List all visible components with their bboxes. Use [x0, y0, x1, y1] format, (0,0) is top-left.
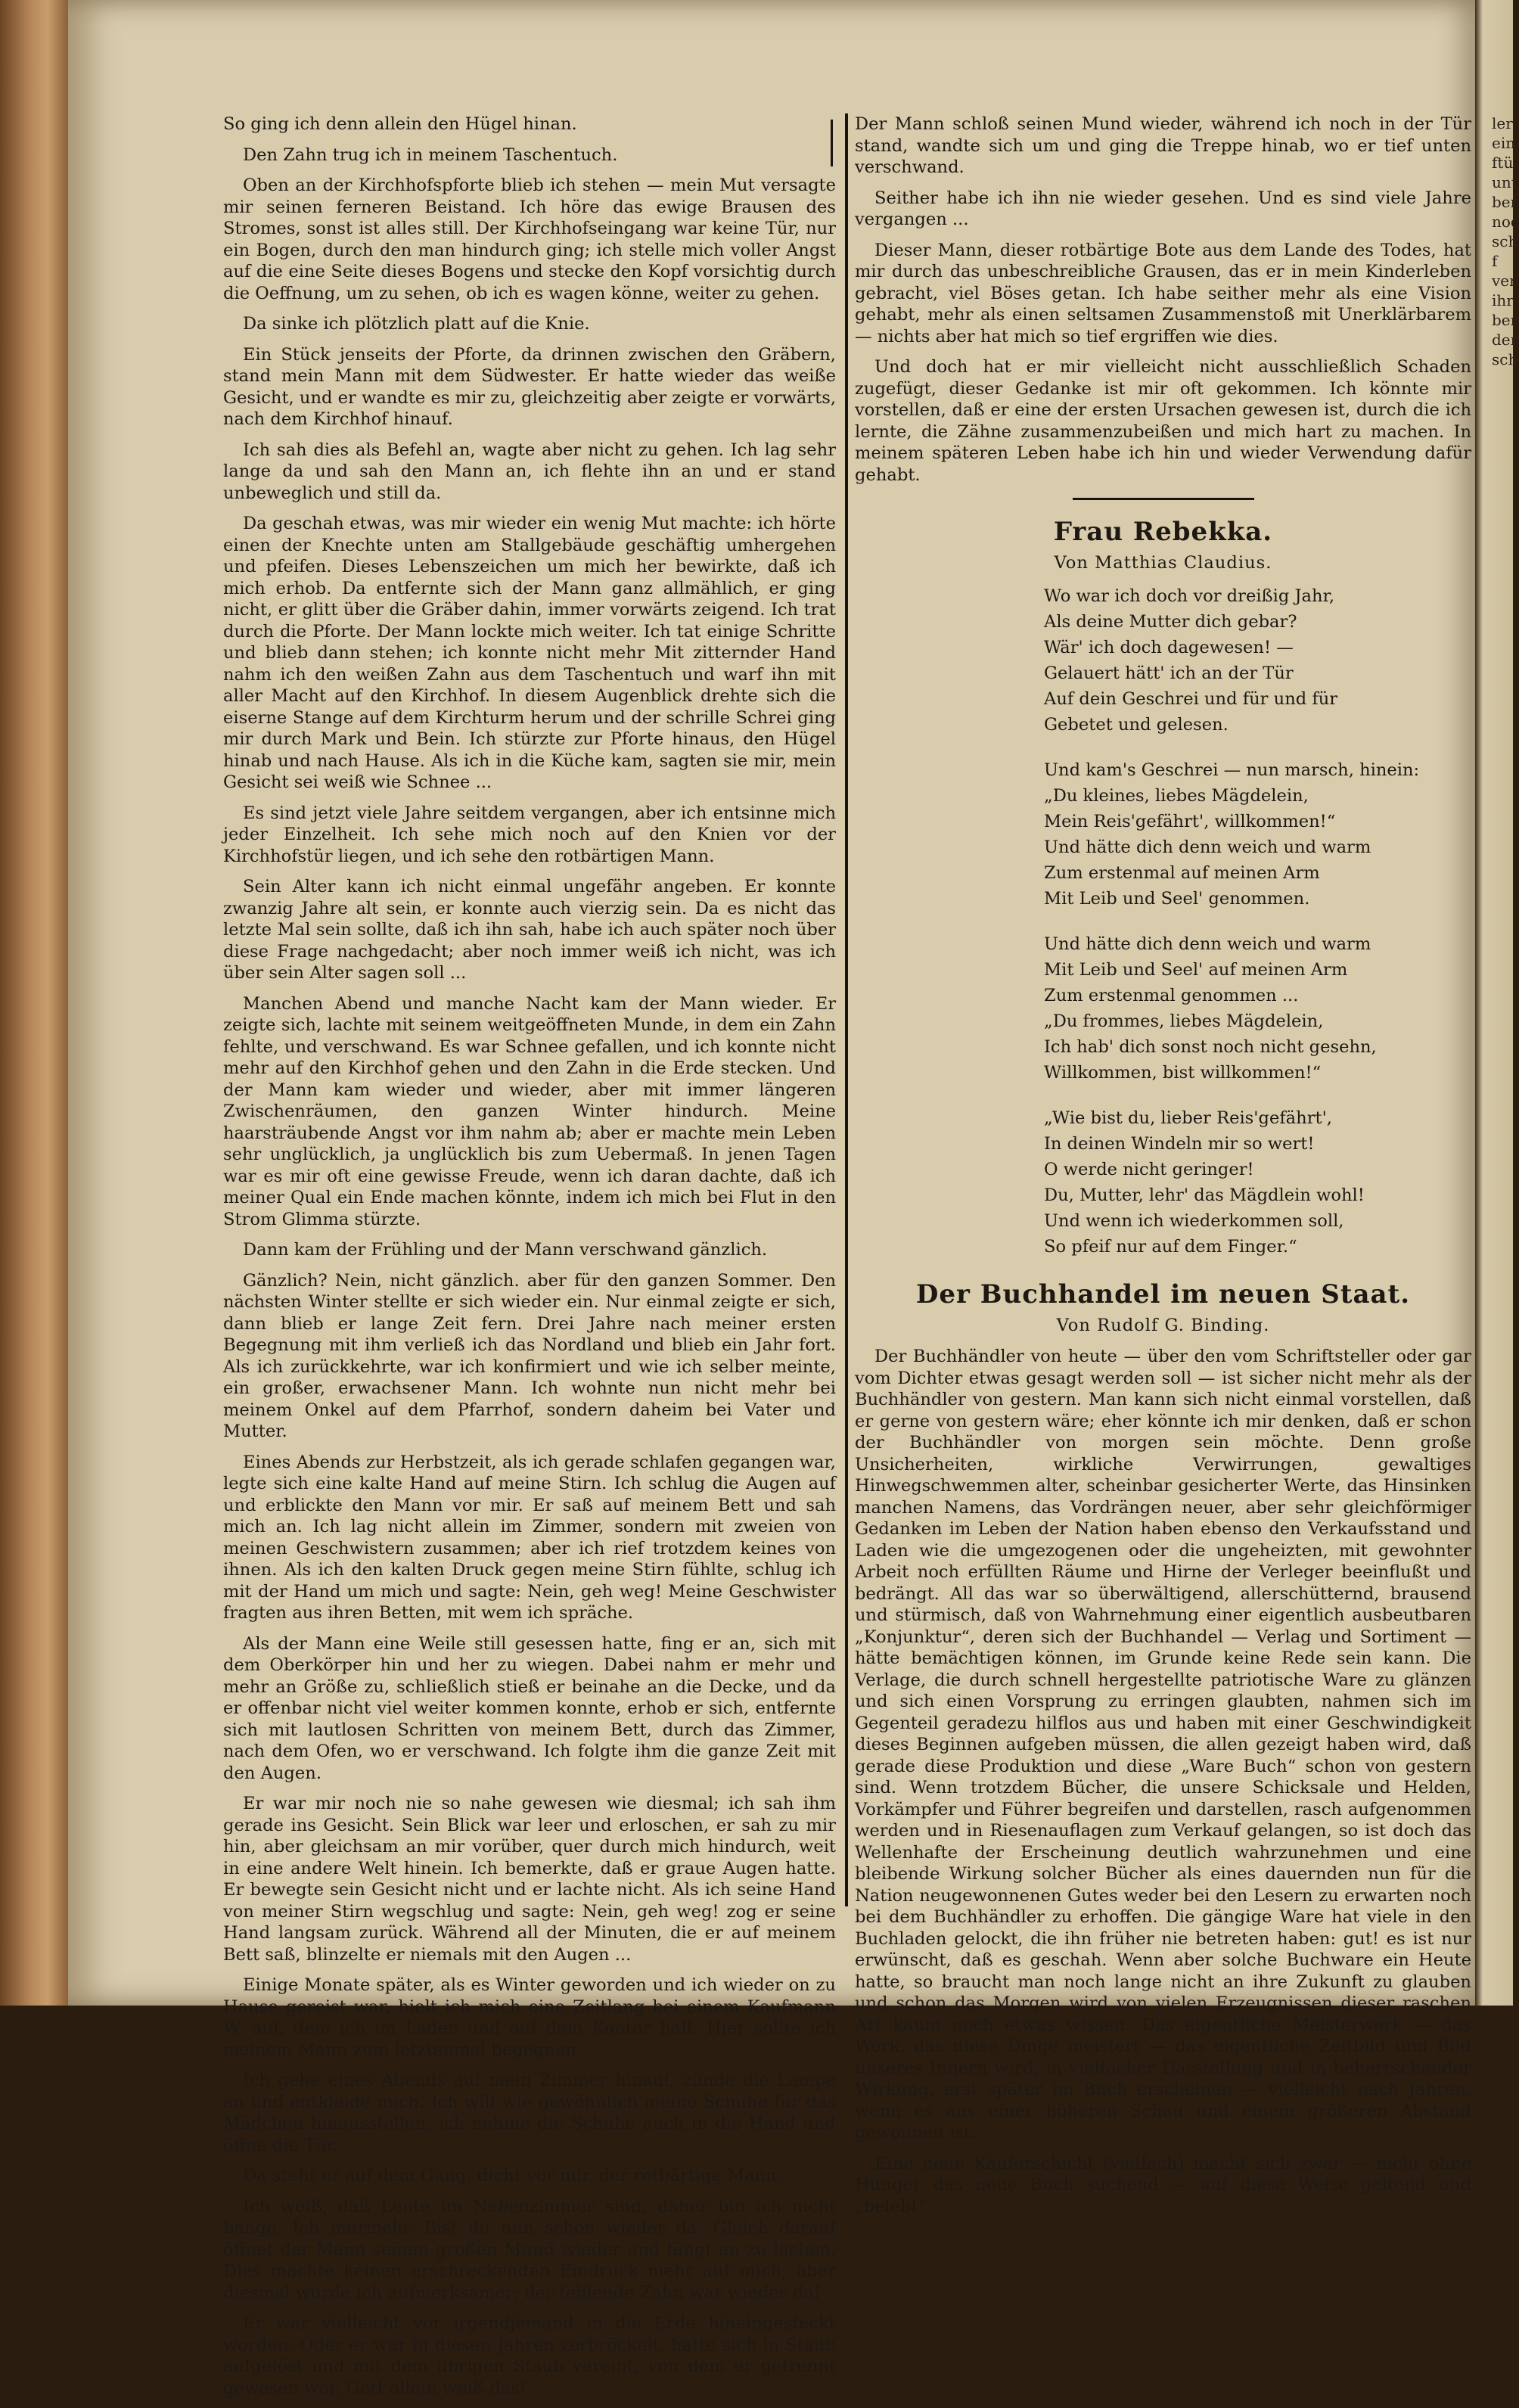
paragraph: Da steht er auf dem Gang, dicht vor mir, der rotbärtige Mann.	[243, 2166, 782, 2186]
paragraph: Dieser Mann, dieser rotbärtige Bote aus dem Lande des Todes, hat mir durch das unbeschreibliche Grausen, das er in mein Kinderleben gebracht, viel Böses getan. Ich habe seither mehr als eine Vision gehabt, mehr als einen seltsamen Zusammenstoß mit Unerklärbarem — nichts aber hat mich so tief ergriffen wie dies.	[855, 240, 1471, 346]
poem-line: So pfeif nur auf dem Finger.“	[1044, 1237, 1297, 1257]
divider-mark	[831, 120, 833, 166]
poem-line: „Du kleines, liebes Mägdelein,	[1044, 786, 1309, 806]
paragraph: Er war mir noch nie so nahe gewesen wie diesmal; ich sah ihm gerade ins Gesicht. Sein Blick war leer und erloschen, er sah zu mir hin, aber gleichsam an mir vorüber, quer durch mich hindurch, weit in eine andere Welt hinein. Ich bemerkte, daß er graue Augen hatte. Er bewegte sein Gesicht nicht und er lachte nicht. Als ich seine Hand von meiner Stirn wegschlug und sagte: Nein, geh weg! zog er seine Hand langsam zurück. Während all der Minuten, die er auf meinem Bett saß, blinzelte er niemals mit den Augen ...	[223, 1794, 836, 1965]
poem-line: Willkommen, bist willkommen!“	[1044, 1063, 1322, 1083]
poem-line: „Wie bist du, lieber Reis'gefährt',	[1044, 1108, 1332, 1128]
poem-line: Mit Leib und Seel' genommen.	[1044, 889, 1310, 909]
poem-stanza	[1044, 583, 1471, 738]
article-title: Der Buchhandel im neuen Staat.	[915, 1279, 1411, 1310]
poem-stanza	[1044, 757, 1471, 912]
poem-line: Du, Mutter, lehr' das Mägdlein wohl!	[1044, 1185, 1365, 1205]
poem-line: Und hätte dich denn weich und warm	[1044, 837, 1371, 857]
paragraph: Sein Alter kann ich nicht einmal ungefähr angeben. Er konnte zwanzig Jahre alt sein, er konnte auch vierzig sein. Da es nicht das letzte Mal sein sollte, daß ich ihn sah, habe ich auch später noch über diese Frage nachgedacht; aber noch immer weiß ich nicht, was ich über sein Alter sagen soll ...	[223, 877, 836, 983]
poem-line: Zum erstenmal auf meinen Arm	[1044, 863, 1320, 883]
paragraph: Er war vielleicht vor irgendjemand in die Erde hineingesteckt worden. Oder er war in diesen Jahren zerbröckelt, hatte sich in Staub aufgelöst und mit dem übrigen Staub vereint, von dem er getrennt gewesen war. Gott allein weiß das!	[223, 2313, 836, 2398]
paragraph: Oben an der Kirchhofspforte blieb ich stehen — mein Mut versagte mir seinen ferneren Beistand. Ich höre das ewige Brausen des Stromes, sonst ist alles still. Der Kirchhofseingang war keine Tür, nur ein Bogen, durch den man hindurch ging; ich stelle mich voller Angst auf die eine Seite dieses Bogens und stecke den Kopf vorsichtig durch die Oeffnung, um zu sehen, ob ich es wagen könne, weiter zu gehen.	[223, 176, 836, 303]
paragraph: Ich gehe eines Abends auf mein Zimmer hinauf, zünde die Lampe an und entkleide mich. Ich will wie gewöhnlich meine Schuhe für das Mädchen hinausstellen, ich nehme die Schuhe auch in die Hand und öffne die Tür.	[223, 2071, 836, 2155]
paragraph: Da geschah etwas, was mir wieder ein wenig Mut machte: ich hörte einen der Knechte unten am Stallgebäude geschäftig umhergehen und pfeifen. Dieses Lebenszeichen um mich her bewirkte, daß ich mich erhob. Da entfernte sich der Mann ganz allmählich, er ging nicht, er glitt über die Gräber dahin, immer vorwärts zeigend. Ich trat durch die Pforte. Der Mann lockte mich weiter. Ich tat einige Schritte und blieb dann stehen; ich konnte nicht mehr Mit zitternder Hand nahm ich den weißen Zahn aus dem Taschentuch und warf ihn mit aller Macht auf den Kirchhof. In diesem Augenblick drehte sich die eiserne Stange auf dem Kirchturm herum und der schrille Schrei ging mir durch Mark und Bein. Ich stürzte zur Pforte hinaus, den Hügel hinab und nach Hause. Als ich in die Küche kam, sagten sie mir, mein Gesicht sei weiß wie Schnee ...	[223, 514, 836, 792]
poem-line: Mit Leib und Seel' auf meinen Arm	[1044, 960, 1348, 980]
paragraph: Gänzlich? Nein, nicht gänzlich. aber für den ganzen Sommer. Den nächsten Winter stellte er sich wieder ein. Nur einmal zeigte er sich, dann blieb er lange Zeit fern. Drei Jahre nach meiner ersten Begegnung mit ihm verließ ich das Nordland und blieb ein Jahr fort. Als ich zurückkehrte, war ich konfirmiert und wie ich selber meinte, ein großer, erwachsener Mann. Ich wohnte nun nicht mehr bei meinem Onkel auf dem Pfarrhof, sondern daheim bei Vater und Mutter.	[223, 1270, 836, 1441]
paragraph: Eines Abends zur Herbstzeit, als ich gerade schlafen gegangen war, legte sich eine kalte Hand auf meine Stirn. Ich schlug die Augen auf und erblickte den Mann vor mir. Er saß auf meinem Bett und sah mich an. Ich lag nicht allein im Zimmer, sondern mit zweien von meinen Geschwistern zusammen; aber ich rief trotzdem keines von ihnen. Als ich den kalten Druck gegen meine Stirn fühlte, schlug ich mit der Hand um mich und sagte: Nein, geh weg! Meine Geschwister fragten aus ihren Betten, mit wem ich spräche.	[223, 1452, 836, 1623]
section-separator	[1073, 498, 1254, 500]
paragraph: Ich weiß, daß Leute im Nebenzimmer sind, daher bin ich nicht bange. Ich murmele: Bist du nun schon wieder da. Gleich darauf öffnet der Mann seinen großen Mund wieder und fängt an zu lachen. Dies machte keinen erschreckenden Eindruck mehr auf mich; aber diesmal wurde ich aufmerksamer: der fehlende Zahn war wieder da!	[223, 2196, 836, 2303]
paragraph: Den Zahn trug ich in meinem Taschentuch.	[243, 144, 618, 165]
paragraph: Seither habe ich ihn nie wieder gesehen. Und es sind viele Jahre vergangen ...	[855, 188, 1471, 229]
poem	[1044, 583, 1471, 1260]
paragraph: Dann kam der Frühling und der Mann verschwand gänzlich.	[243, 1240, 768, 1260]
poem-line: Wo war ich doch vor dreißig Jahr,	[1044, 586, 1335, 606]
poem-line: In deinen Windeln mir so wert!	[1044, 1134, 1315, 1154]
paragraph: Da sinke ich plötzlich platt auf die Knie.	[243, 314, 590, 334]
poem-line: O werde nicht geringer!	[1044, 1160, 1254, 1179]
left-column	[223, 113, 836, 2408]
column-divider	[845, 113, 848, 1906]
article-byline: Von Rudolf G. Binding.	[1056, 1316, 1270, 1335]
poem-line: Zum erstenmal genommen ...	[1044, 986, 1299, 1005]
next-page-fragments: ler ein ftü unt ber noc sch f ver ihr ber der sch	[1492, 114, 1519, 368]
paragraph: Der Buchhändler von heute — über den vom Schriftsteller oder gar vom Dichter etwas gesagt werden soll — ist sicher nicht mehr als der Buchhändler von gestern. Man kann sich nicht einmal vorstellen, daß er gerne von gestern wäre; eher könnte ich mir denken, daß er schon der Buchhändler von morgen sein möchte. Denn große Unsicherheiten, wirkliche Verwirrungen, gewaltiges Hinwegschwemmen alter, scheinbar gesicherter Werte, das Hinsinken manchen Namens, das Vordrängen neuer, aber sehr gleichförmiger Gedanken im Leben der Nation haben ebenso den Verkaufsstand und Laden wie die umgezogenen oder die ungeheizten, mit gewohnter Arbeit noch erfüllten Räume und Hirne der Verleger beeinflußt und bedrängt. All das war so überwältigend, allerschütternd, brausend und stürmisch, daß von Wahrnehmung einer eigentlich ausbeutbaren „Konjunktur“, deren sich der Buchhandel — Verlag und Sortiment — hätte bemächtigen können, im Grunde keine Rede sein kann. Die Verlage, die durch schnell hergestellte patriotische Ware zu glänzen und sich einen Vorsprung zu erringen glaubten, nahmen sich im Gegenteil geradezu hilflos aus und haben mit einer Geschwindigkeit dieses Beginnen aufgeben müssen, die allen gezeigt haben wird, daß gerade diese Produktion und diese „Ware Buch“ schon von gestern sind. Wenn trotzdem Bücher, die unsere Schicksale und Helden, Vorkämpfer und Führer begreifen und darstellen, rasch aufgenommen werden und in Riesenauflagen zum Verkauf gelangen, so ist doch das Wellenhafte der Erscheinung deutlich wahrzunehmen und eine bleibende Wirkung solcher Bücher als eines dauernden nun für die Nation neugewonnenen Gutes weder bei den Lesern zu erwarten noch bei dem Buchhändler zu erhoffen. Die gängige Ware hat viele in den Buchladen gelockt, die ihn früher nie betreten haben: gut! es ist nur erwünscht, daß es geschah. Wenn aber solche Buchware ein Heute hatte, so braucht man noch lange nicht an ihre Zukunft zu glauben und schon das Morgen wird von vielen Erzeugnissen dieser raschen Art kaum noch etwas wissen. Das eigentliche Meisterwerk — das Werk, das diese Dinge meistert — das eigentliche Zeitbild und Bild unseres Innern wird, in vielfacher Darstellung und in beherrschender Wirkung, erst später im Buch erscheinen — vielleicht nach Jahren, wenn es aus einer höheren Schau und einem größeren Abstand gewonnen ist.	[855, 1347, 1471, 2142]
book-spine	[0, 0, 68, 2006]
poem-line: Und wenn ich wiederkommen soll,	[1044, 1211, 1344, 1231]
poem-line: Auf dein Geschrei und für und für	[1044, 689, 1338, 709]
paragraph: Ein Stück jenseits der Pforte, da drinnen zwischen den Gräbern, stand mein Mann mit dem Südwester. Er hatte wieder das weiße Gesicht, und er wandte es mir zu, gleichzeitig aber zeigte er vorwärts, nach dem Kirchhof hinauf.	[223, 344, 836, 429]
paragraph: Der Mann schloß seinen Mund wieder, während ich noch in der Tür stand, wandte sich um und ging die Treppe hinab, wo er tief unten verschwand.	[855, 114, 1471, 177]
poem-line: Und kam's Geschrei — nun marsch, hinein:	[1044, 760, 1420, 780]
poem-byline: Von Matthias Claudius.	[1054, 553, 1272, 573]
poem-line: Ich hab' dich sonst noch nicht gesehn,	[1044, 1037, 1377, 1057]
paragraph: Einige Monate später, als es Winter geworden und ich wieder on zu Hause gereist war, hielt ich mich eine Zeitlang bei einem Kaufmann W. auf, dem ich im Laden und auf dem Kontor half. Hier sollte ich meinem Mann zum letztenmal begegnen.	[223, 1975, 836, 2060]
poem-line: Gebetet und gelesen.	[1044, 715, 1229, 735]
paragraph: Manchen Abend und manche Nacht kam der Mann wieder. Er zeigte sich, lachte mit seinem weitgeöffneten Munde, in dem ein Zahn fehlte, und verschwand. Es war Schnee gefallen, und ich konnte nicht mehr auf den Kirchhof gehen und den Zahn in die Erde stecken. Und der Mann kam wieder und wieder, aber mit immer längeren Zwischenräumen, den ganzen Winter hindurch. Meine haarsträubende Angst vor ihm nahm ab; aber er machte mein Leben sehr unglücklich, ja unglücklich bis zum Uebermaß. In jenen Tagen war es mir oft eine gewisse Freude, wenn ich daran dachte, daß ich meiner Qual ein Ende machen könnte, indem ich mich bei Flut in den Strom Glimma stürzte.	[223, 993, 836, 1229]
poem-line: „Du frommes, liebes Mägdelein,	[1044, 1011, 1324, 1031]
poem-line: Gelauert hätt' ich an der Tür	[1044, 663, 1294, 683]
poem-line: Wär' ich doch dagewesen! —	[1044, 638, 1294, 657]
paragraph: Als der Mann eine Weile still gesessen hatte, fing er an, sich mit dem Oberkörper hin und her zu wiegen. Dabei nahm er mehr und mehr an Größe zu, schließlich stieß er beinahe an die Decke, und da er offenbar nicht viel weiter kommen konnte, erhob er sich, entfernte sich mit lautlosen Schritten von meinem Bett, durch das Zimmer, nach dem Ofen, wo er verschwand. Ich folgte ihm die ganze Zeit mit den Augen.	[223, 1633, 836, 1783]
paragraph: Ich sah dies als Befehl an, wagte aber nicht zu gehen. Ich lag sehr lange da und sah den Mann an, ich flehte ihn an und er stand unbeweglich und still da.	[223, 440, 836, 503]
paragraph: Es sind jetzt viele Jahre seitdem vergangen, aber ich entsinne mich jeder Einzelheit. Ich sehe mich noch auf den Knien vor der Kirchhofstür liegen, und ich sehe den rotbärtigen Mann.	[223, 803, 836, 866]
paragraph: Eine neue Käuferschicht (vielfach) macht sich zwar — nicht ohne Hunger das neue Buch suchend — auf diese Weise geltend und „belebt“	[855, 2153, 1471, 2217]
poem-line: Und hätte dich denn weich und warm	[1044, 934, 1371, 954]
poem-line: Als deine Mutter dich gebar?	[1044, 612, 1297, 632]
paragraph: So ging ich denn allein den Hügel hinan.	[223, 114, 577, 134]
paragraph: Und doch hat er mir vielleicht nicht ausschließlich Schaden zugefügt, dieser Gedanke ist mir oft gekommen. Ich könnte mir vorstellen, daß er eine der ersten Ursachen gewesen ist, durch die ich lernte, die Zähne zusammenzubeißen und mich hart zu machen. In meinem späteren Leben habe ich hin und wieder Verwendung dafür gehabt.	[855, 357, 1471, 485]
poem-stanza	[1044, 931, 1471, 1086]
poem-title: Frau Rebekka.	[1053, 517, 1273, 547]
poem-stanza	[1044, 1105, 1471, 1260]
right-column	[855, 113, 1471, 2226]
poem-line: Mein Reis'gefährt', willkommen!“	[1044, 812, 1336, 831]
